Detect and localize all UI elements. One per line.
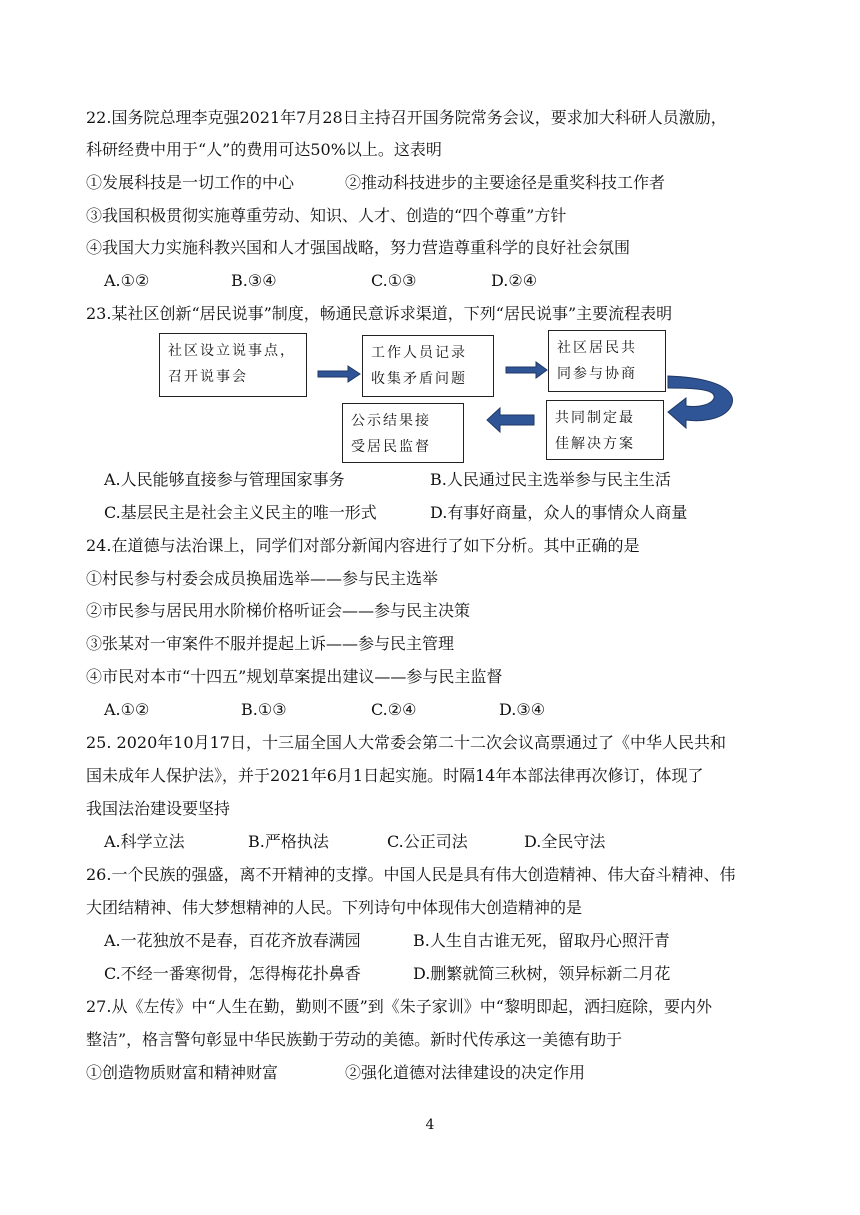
q24-stem: 24.在道德与法治课上，同学们对部分新闻内容进行了如下分析。其中正确的是 [86, 536, 640, 555]
q22-option-c: C.①③ [371, 271, 417, 290]
q24-option-c: C.②④ [371, 700, 417, 719]
q22-stem-line2: 科研经费中用于“人”的费用可达50%以上。这表明 [86, 140, 442, 159]
q22-stem-line1: 22.国务院总理李克强2021年7月28日主持召开国务院常务会议，要求加大科研人员激励， [86, 108, 727, 127]
q26-option-d: D.删繁就简三秋树，领异标新二月花 [413, 964, 671, 983]
q25-stem-line2: 国未成年人保护法》，并于2021年6月1日起实施。时隔14年本部法律再次修订，体现了 [86, 766, 704, 785]
q22-statement-4: ④我国大力实施科教兴国和人才强国战略，努力营造尊重科学的良好社会氛围 [86, 238, 631, 257]
flow-box-5-line1: 公示结果接 [351, 413, 431, 429]
q23-option-a: A.人民能够直接参与管理国家事务 [104, 470, 345, 489]
flow-box-2-line1: 工作人员记录 [371, 345, 467, 361]
q23-stem: 23.某社区创新“居民说事”制度，畅通民意诉求渠道，下列“居民说事”主要流程表明 [86, 304, 673, 323]
q22-option-d: D.②④ [491, 271, 538, 290]
q27-stem-line2: 整洁”，格言警句彰显中华民族勤于劳动的美德。新时代传承这一美德有助于 [86, 1030, 623, 1049]
q24-statement-2: ②市民参与居民用水阶梯价格听证会——参与民主决策 [86, 601, 471, 620]
q22-statement-3: ③我国积极贯彻实施尊重劳动、知识、人才、创造的“四个尊重”方针 [86, 206, 567, 225]
q26-stem-line1: 26.一个民族的强盛，离不开精神的支撑。中国人民是具有伟大创造精神、伟大奋斗精神、伟 [86, 865, 736, 884]
q26-stem-line2: 大团结精神、伟大梦想精神的人民。下列诗句中体现伟大创造精神的是 [86, 898, 583, 917]
q26-option-a: A.一花独放不是春，百花齐放春满园 [104, 931, 361, 950]
page-number: 4 [425, 1117, 435, 1133]
flow-box-5-line2: 受居民监督 [351, 439, 431, 455]
q27-statement-2: ②强化道德对法律建设的决定作用 [345, 1063, 586, 1082]
arrow-right-icon [318, 366, 360, 382]
q24-statement-3: ③张某对一审案件不服并提起上诉——参与民主管理 [86, 634, 455, 653]
flow-box-4-line1: 共同制定最 [555, 410, 635, 426]
q22-statement-1: ①发展科技是一切工作的中心 [86, 173, 295, 192]
q25-option-b: B.严格执法 [248, 832, 329, 851]
q27-stem-line1: 27.从《左传》中“人生在勤，勤则不匮”到《朱子家训》中“黎明即起，洒扫庭除，要内外 [86, 997, 712, 1016]
q26-option-b: B.人生自古谁无死，留取丹心照汗青 [413, 931, 670, 950]
q25-option-d: D.全民守法 [524, 832, 606, 851]
flow-box-1-line2: 召开说事会 [168, 369, 248, 385]
q26-option-c: C.不经一番寒彻骨，怎得梅花扑鼻香 [104, 964, 361, 983]
flow-box-2-line2: 收集矛盾问题 [371, 371, 467, 387]
arrow-right-icon [506, 362, 547, 378]
q22-option-b: B.③④ [231, 271, 277, 290]
flow-box-1-line1: 社区设立说事点， [168, 343, 296, 359]
q22-statement-2: ②推动科技进步的主要途径是重奖科技工作者 [345, 173, 666, 192]
q25-option-a: A.科学立法 [104, 832, 185, 851]
q24-option-a: A.①② [104, 700, 150, 719]
flow-box-3-line2: 同参与协商 [557, 366, 637, 382]
q23-option-c: C.基层民主是社会主义民主的唯一形式 [104, 503, 377, 522]
q24-option-b: B.①③ [241, 700, 287, 719]
q25-stem-line1: 25. 2020年10月17日，十三届全国人大常委会第二十二次会议高票通过了《中华人民共和 [86, 733, 726, 752]
flow-box-4-line2: 佳解决方案 [555, 436, 635, 452]
q24-option-d: D.③④ [499, 700, 546, 719]
q25-option-c: C.公正司法 [387, 832, 468, 851]
q22-option-a: A.①② [104, 271, 150, 290]
q25-stem-line3: 我国法治建设要坚持 [86, 799, 231, 818]
q23-option-b: B.人民通过民主选举参与民主生活 [430, 470, 671, 489]
flow-box-3-line1: 社区居民共 [557, 340, 637, 356]
q23-option-d: D.有事好商量，众人的事情众人商量 [430, 503, 688, 522]
arrow-left-icon [487, 408, 534, 432]
q27-statement-1: ①创造物质财富和精神财富 [86, 1063, 279, 1082]
q24-statement-1: ①村民参与村委会成员换届选举——参与民主选举 [86, 569, 439, 588]
curved-arrow-icon [668, 376, 732, 428]
q24-statement-4: ④市民对本市“十四五”规划草案提出建议——参与民主监督 [86, 667, 503, 686]
